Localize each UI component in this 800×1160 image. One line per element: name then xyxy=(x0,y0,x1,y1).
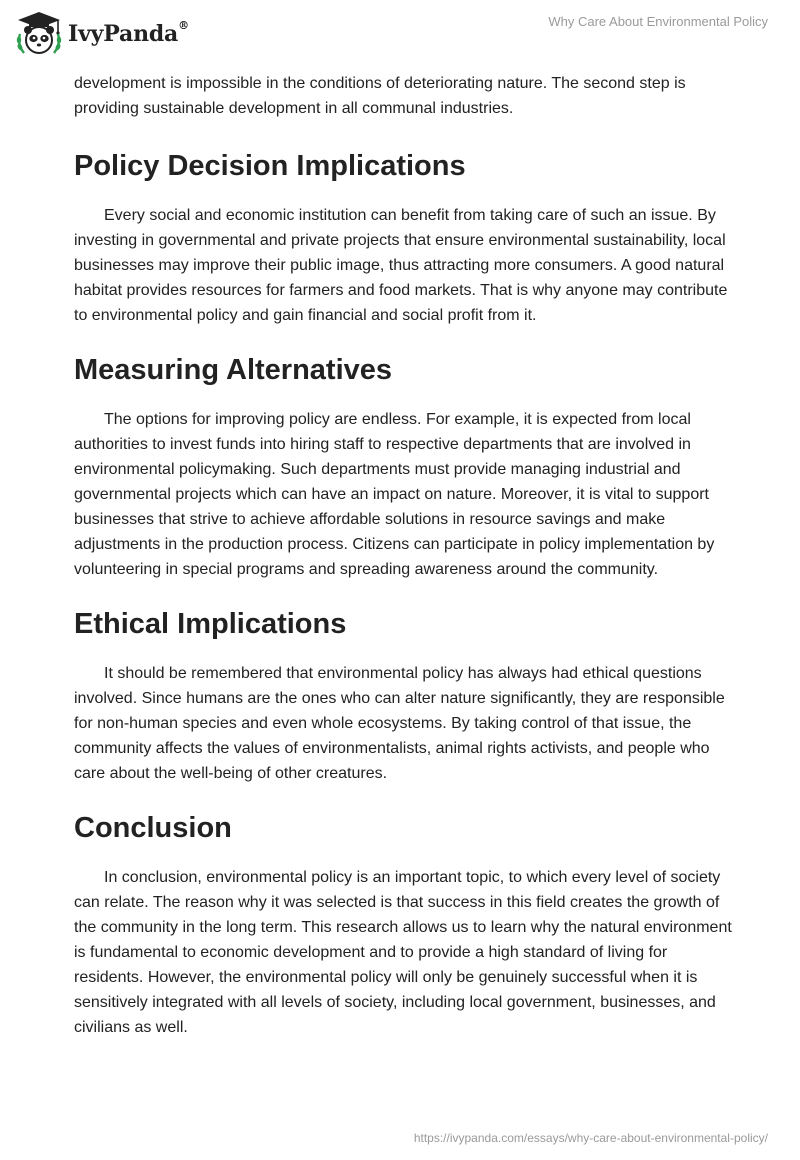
panda-graduate-icon xyxy=(14,10,64,58)
document-title: Why Care About Environmental Policy xyxy=(548,14,768,29)
section-paragraph: It should be remembered that environmental policy has always had ethical questions involved. Since humans are the ones who can alter nature significantly, they are responsible for non-human species and even whole ecosystems. By taking control of that issue, the community affects the values of environmentalists, animal rights activists, and people who care about the well-being of other creatures. xyxy=(74,665,725,782)
registered-mark: ® xyxy=(178,19,189,32)
section-paragraph: The options for improving policy are endless. For example, it is expected from local authorities to invest funds into hiring staff to respective departments that are involved in environmental policymaking. Such departments must provide managing industrial and governmental projects which can have an impact on nature. Moreover, it is vital to support businesses that strive to achieve affordable solutions in resource savings and make adjustments in the production process. Citizens can participate in policy implementation by volunteering in special programs and spreading awareness around the community. xyxy=(74,411,715,578)
source-url-link[interactable]: https://ivypanda.com/essays/why-care-about-environmental-policy/ xyxy=(413,1131,768,1145)
logo-wordmark xyxy=(68,21,189,47)
section-conclusion xyxy=(74,810,734,1040)
section-heading: Measuring Alternatives xyxy=(74,354,393,386)
essay-content xyxy=(74,71,734,1040)
section-heading: Policy Decision Implications xyxy=(74,150,466,182)
ivypanda-logo[interactable] xyxy=(14,8,189,60)
section-paragraph: In conclusion, environmental policy is an important topic, to which every level of society can relate. The reason why it was selected is that success in this field creates the growth of the community in the long term. This research allows us to learn why the natural environment is fundamental to economic development and to provide a high standard of living for residents. However, the environmental policy will only be genuinely successful when it is sensitively integrated with all levels of society, including local government, businesses, and civilians as well. xyxy=(74,869,732,1036)
section-ethical-implications xyxy=(74,606,734,786)
page-header xyxy=(0,0,800,68)
intro-paragraph: development is impossible in the conditions of deteriorating nature. The second step is providing sustainable development in all communal industries. xyxy=(74,75,686,117)
section-heading: Ethical Implications xyxy=(74,608,347,640)
section-heading: Conclusion xyxy=(74,812,232,844)
section-measuring-alternatives xyxy=(74,352,734,582)
logo-name: IvyPanda xyxy=(68,21,179,47)
section-policy-decision-implications xyxy=(74,148,734,328)
section-paragraph: Every social and economic institution can benefit from taking care of such an issue. By investing in governmental and private projects that ensure environmental sustainability, local businesses may improve their public image, thus attracting more consumers. A good natural habitat provides resources for farmers and food markets. That is why anyone may contribute to environmental policy and gain financial and social profit from it. xyxy=(74,207,728,324)
